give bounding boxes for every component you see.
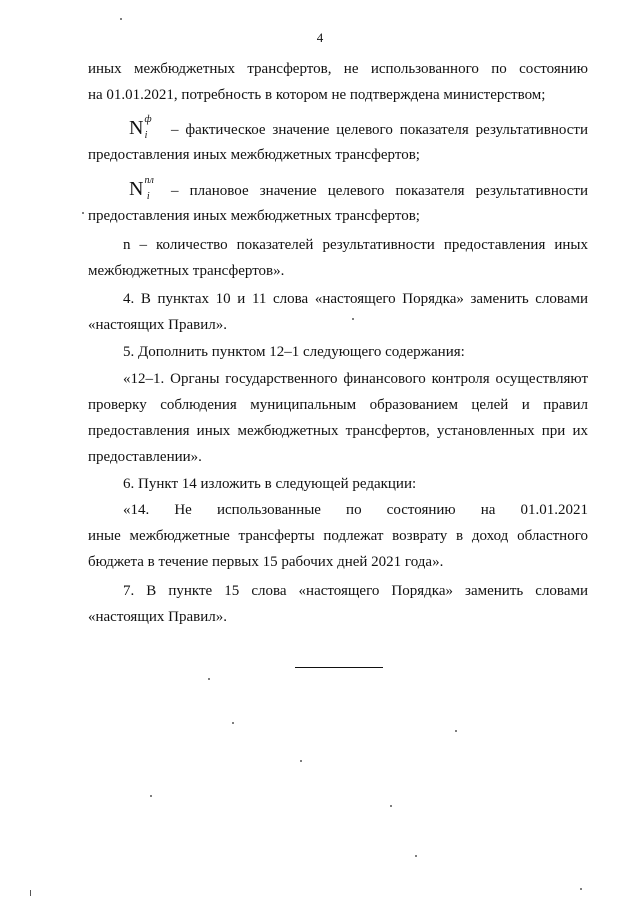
text-line: «14. Не использованные по состоянию на 01.01.2021 (123, 502, 588, 518)
text-line: предоставления иных межбюджетных трансфертов; (88, 147, 420, 163)
text-line: 5. Дополнить пунктом 12–1 следующего содержания: (123, 344, 465, 360)
formula-description: – фактическое значение целевого показателя результативности (171, 122, 588, 138)
scan-speck (390, 805, 392, 807)
formula-symbol: $N^ф_i$ (129, 114, 152, 141)
text-line: предоставления иных межбюджетных трансфертов, установленных при их (88, 423, 588, 439)
text-line: 7. В пункте 15 слова «настоящего Порядка» заменить словами (123, 583, 588, 599)
formula-description: – плановое значение целевого показателя результативности (171, 183, 588, 199)
page-number: 4 (316, 30, 324, 45)
scan-speck (120, 18, 122, 20)
text-line: 4. В пунктах 10 и 11 слова «настоящего Порядка» заменить словами (123, 291, 588, 307)
text-line: «настоящих Правил». (88, 317, 227, 333)
scan-speck (82, 212, 84, 214)
scan-speck (232, 722, 234, 724)
text-line: иных межбюджетных трансфертов, не использованного по состоянию (88, 61, 588, 77)
text-line: 6. Пункт 14 изложить в следующей редакции: (123, 476, 417, 492)
scan-speck (208, 678, 210, 680)
formula-planned-value (88, 176, 588, 206)
scan-speck (415, 855, 417, 857)
scan-speck (150, 795, 152, 797)
scan-speck (352, 318, 354, 320)
text-line: межбюджетных трансфертов». (88, 263, 285, 279)
scan-speck (455, 730, 457, 732)
end-divider (295, 667, 383, 668)
text-line: на 01.01.2021, потребность в котором не подтверждена министерством; (88, 87, 546, 103)
text-line: предоставлении». (88, 449, 202, 465)
scan-speck (300, 760, 302, 762)
text-line: предоставления иных межбюджетных трансфертов; (88, 208, 420, 224)
formula-actual-value (88, 115, 588, 145)
text-line: иные межбюджетные трансферты подлежат возврату в доход областного (88, 528, 588, 544)
text-line: n – количество показателей результативности предоставления иных (123, 237, 588, 253)
text-line: «настоящих Правил». (88, 609, 227, 625)
text-line: проверку соблюдения муниципальным образованием целей и правил (88, 397, 588, 413)
scan-speck (30, 890, 31, 896)
text-line: «12–1. Органы государственного финансового контроля осуществляют (123, 371, 588, 387)
text-line: бюджета в течение первых 15 рабочих дней 2021 года». (88, 554, 444, 570)
scan-speck (580, 888, 582, 890)
formula-symbol: $N^{пл}_i$ (129, 175, 154, 202)
